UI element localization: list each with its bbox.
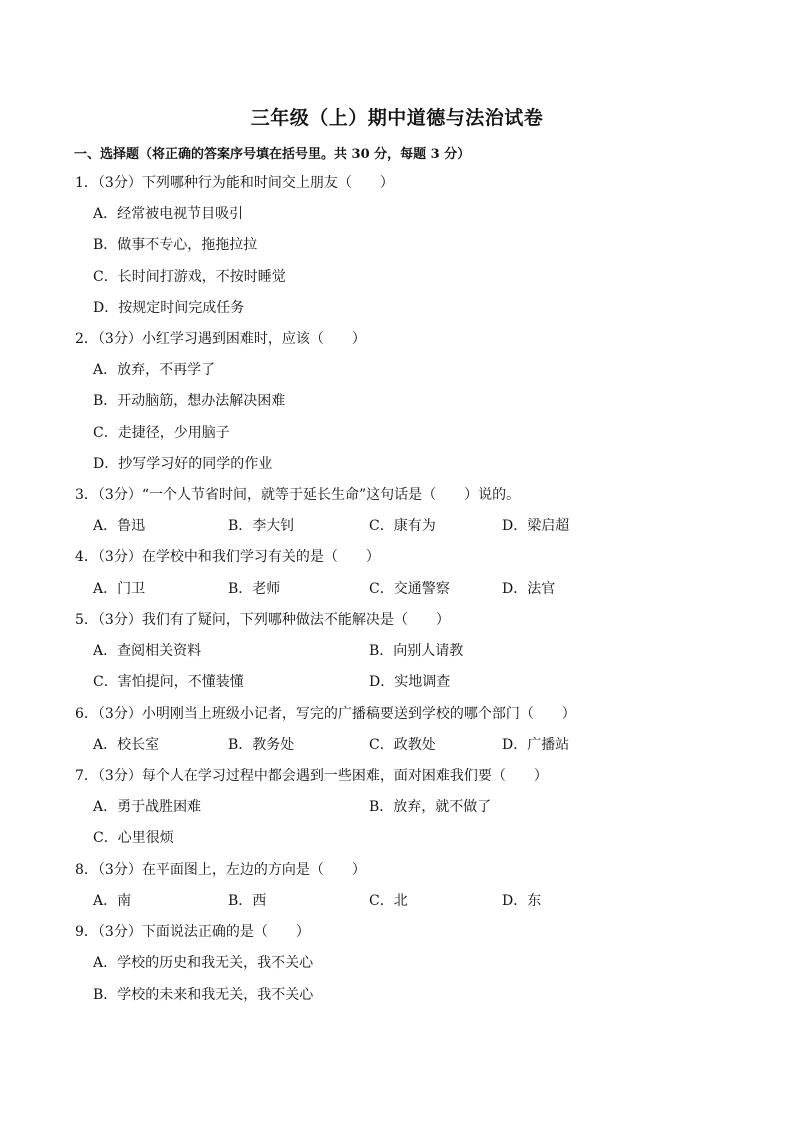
question-9-option-b: B．学校的未来和我无关，我不关心 — [93, 987, 314, 1003]
question-8-option-d: D．东 — [502, 893, 542, 909]
question-6-option-a: A．校长室 — [93, 737, 160, 753]
question-1-option-a: A．经常被电视节目吸引 — [93, 206, 244, 222]
question-6-option-c: C．政教处 — [369, 737, 436, 753]
question-1-option-d: D．按规定时间完成任务 — [93, 300, 245, 316]
question-4-option-b: B．老师 — [228, 581, 281, 597]
question-5-option-c: C．害怕提问，不懂装懂 — [93, 674, 244, 690]
question-2-option-d: D．抄写学习好的同学的作业 — [93, 456, 273, 472]
question-2-option-a: A．放弃，不再学了 — [93, 362, 216, 378]
question-8-option-b: B．西 — [228, 893, 267, 909]
question-3-option-a: A．鲁迅 — [93, 518, 146, 534]
question-9-stem: 9．（3分）下面说法正确的是（ ） — [75, 924, 310, 940]
question-8-stem: 8．（3分）在平面图上，左边的方向是（ ） — [75, 862, 366, 878]
question-6-stem: 6．（3分）小明刚当上班级小记者，写完的广播稿要送到学校的哪个部门（ ） — [75, 706, 576, 722]
question-1-option-b: B．做事不专心，拖拖拉拉 — [93, 237, 258, 253]
question-8-option-a: A．南 — [93, 893, 132, 909]
question-2-option-b: B．开动脑筋，想办法解决困难 — [93, 393, 286, 409]
question-4-option-c: C．交通警察 — [369, 581, 450, 597]
question-8-option-c: C．北 — [369, 893, 408, 909]
question-9-option-a: A．学校的历史和我无关，我不关心 — [93, 955, 314, 971]
question-7-stem: 7．（3分）每个人在学习过程中都会遇到一些困难，面对困难我们要（ ） — [75, 768, 548, 784]
question-6-option-d: D．广播站 — [502, 737, 570, 753]
section-heading: 一、选择题（将正确的答案序号填在括号里。共 30 分，每题 3 分） — [74, 147, 471, 162]
question-2-option-c: C．走捷径，少用脑子 — [93, 425, 230, 441]
question-7-option-c: C．心里很烦 — [93, 830, 174, 846]
question-4-option-a: A．门卫 — [93, 581, 146, 597]
question-3-option-b: B．李大钊 — [228, 518, 295, 534]
question-3-option-d: D．梁启超 — [502, 518, 570, 534]
question-1-stem: 1．（3分）下列哪种行为能和时间交上朋友（ ） — [75, 175, 394, 191]
question-7-option-a: A．勇于战胜困难 — [93, 799, 202, 815]
question-6-option-b: B．教务处 — [228, 737, 295, 753]
question-5-option-d: D．实地调查 — [369, 674, 451, 690]
question-1-option-c: C．长时间打游戏，不按时睡觉 — [93, 269, 286, 285]
question-5-option-a: A．查阅相关资料 — [93, 643, 202, 659]
question-5-option-b: B．向别人请教 — [369, 643, 464, 659]
question-4-stem: 4．（3分）在学校中和我们学习有关的是（ ） — [75, 549, 380, 565]
question-2-stem: 2．（3分）小红学习遇到困难时，应该（ ） — [75, 331, 366, 347]
question-5-stem: 5．（3分）我们有了疑问，下列哪种做法不能解决是（ ） — [75, 612, 450, 628]
question-3-stem: 3．（3分）“一个人节省时间，就等于延长生命”这句话是（ ）说的。 — [75, 487, 521, 503]
exam-title: 三年级（上）期中道德与法治试卷 — [250, 107, 544, 129]
question-3-option-c: C．康有为 — [369, 518, 436, 534]
question-4-option-d: D．法官 — [502, 581, 556, 597]
question-7-option-b: B．放弃，就不做了 — [369, 799, 492, 815]
